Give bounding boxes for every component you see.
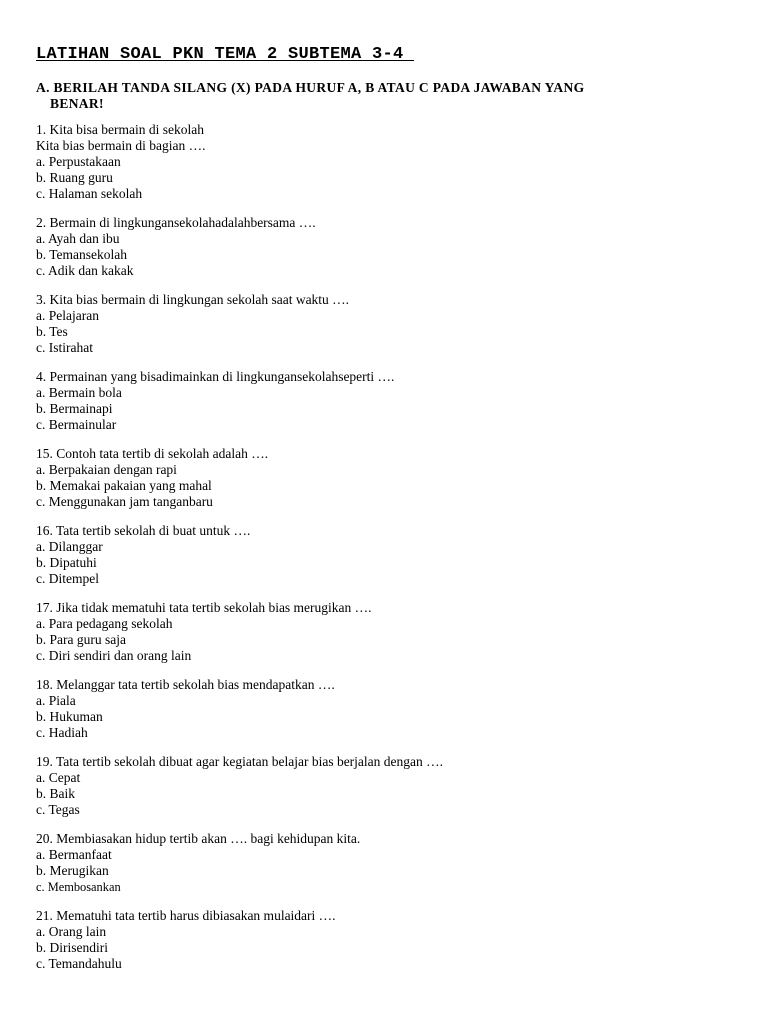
question-text: 18. Melanggar tata tertib sekolah bias mendapatkan …. (36, 676, 335, 692)
answer-option: c. Membosankan (36, 880, 121, 895)
answer-option: b. Merugikan (36, 863, 109, 878)
answer-option: c. Diri sendiri dan orang lain (36, 648, 192, 664)
answer-option: a. Perpustakaan (36, 154, 121, 170)
answer-option: c. Tegas (36, 802, 80, 818)
question-item (36, 754, 736, 818)
answer-option: c. Bermainular (36, 417, 117, 433)
instruction-line-1: A. BERILAH TANDA SILANG (X) PADA HURUF A, B ATAU C PADA JAWABAN YANG (36, 80, 585, 95)
question-item (36, 369, 736, 433)
answer-option: c. Menggunakan jam tanganbaru (36, 494, 213, 510)
question-text: 17. Jika tidak mematuhi tata tertib sekolah bias merugikan …. (36, 599, 372, 615)
question-text: 2. Bermain di lingkungansekolahadalahbersama …. (36, 215, 316, 231)
answer-option: c. Adik dan kakak (36, 263, 134, 279)
question-text: 16. Tata tertib sekolah di buat untuk …. (36, 522, 251, 538)
question-item (36, 677, 736, 741)
instruction (36, 80, 736, 112)
instruction-line-2: BENAR! (50, 96, 104, 111)
question-text: 3. Kita bias bermain di lingkungan sekolah saat waktu …. (36, 292, 350, 308)
document-title: LATIHAN SOAL PKN TEMA 2 SUBTEMA 3-4 (36, 45, 415, 64)
document-page (36, 44, 736, 985)
question-item (36, 908, 736, 972)
answer-option: c. Istirahat (36, 340, 93, 356)
question-text: 21. Mematuhi tata tertib harus dibiasakan mulaidari …. (36, 907, 336, 923)
answer-option: a. Dilanggar (36, 539, 103, 555)
answer-option: b. Bermainapi (36, 401, 113, 417)
question-item (36, 215, 736, 279)
answer-option: b. Temansekolah (36, 247, 128, 263)
answer-option: b. Hukuman (36, 709, 103, 725)
question-text: 4. Permainan yang bisadimainkan di lingkungansekolahseperti …. (36, 369, 395, 384)
question-item (36, 523, 736, 587)
question-text: 15. Contoh tata tertib di sekolah adalah …. (36, 445, 269, 461)
answer-option: c. Temandahulu (36, 956, 122, 972)
answer-option: a. Berpakaian dengan rapi (36, 462, 177, 478)
answer-option: b. Dirisendiri (36, 939, 108, 955)
answer-option: c. Hadiah (36, 725, 88, 741)
answer-option: a. Ayah dan ibu (36, 231, 120, 247)
answer-option: b. Baik (36, 786, 75, 802)
question-text: 20. Membiasakan hidup tertib akan …. bagi kehidupan kita. (36, 830, 361, 846)
answer-option: a. Bermain bola (36, 385, 122, 401)
question-item (36, 831, 736, 895)
question-item (36, 122, 736, 202)
question-text-continued: Kita bias bermain di bagian …. (36, 138, 206, 154)
answer-option: b. Memakai pakaian yang mahal (36, 478, 212, 494)
answer-option: a. Bermanfaat (36, 846, 112, 862)
answer-option: b. Dipatuhi (36, 555, 97, 571)
answer-option: b. Ruang guru (36, 170, 113, 186)
answer-option: a. Orang lain (36, 923, 107, 939)
question-text: 1. Kita bisa bermain di sekolah (36, 122, 204, 137)
answer-option: a. Pelajaran (36, 308, 99, 324)
question-list (36, 122, 736, 972)
answer-option: b. Tes (36, 324, 68, 340)
answer-option: a. Para pedagang sekolah (36, 616, 173, 631)
question-item (36, 446, 736, 510)
answer-option: a. Piala (36, 692, 76, 708)
question-item (36, 292, 736, 356)
question-text: 19. Tata tertib sekolah dibuat agar kegiatan belajar bias berjalan dengan …. (36, 753, 444, 769)
answer-option: c. Halaman sekolah (36, 186, 143, 202)
question-item (36, 600, 736, 664)
answer-option: b. Para guru saja (36, 632, 126, 648)
answer-option: a. Cepat (36, 769, 81, 785)
answer-option: c. Ditempel (36, 571, 99, 587)
